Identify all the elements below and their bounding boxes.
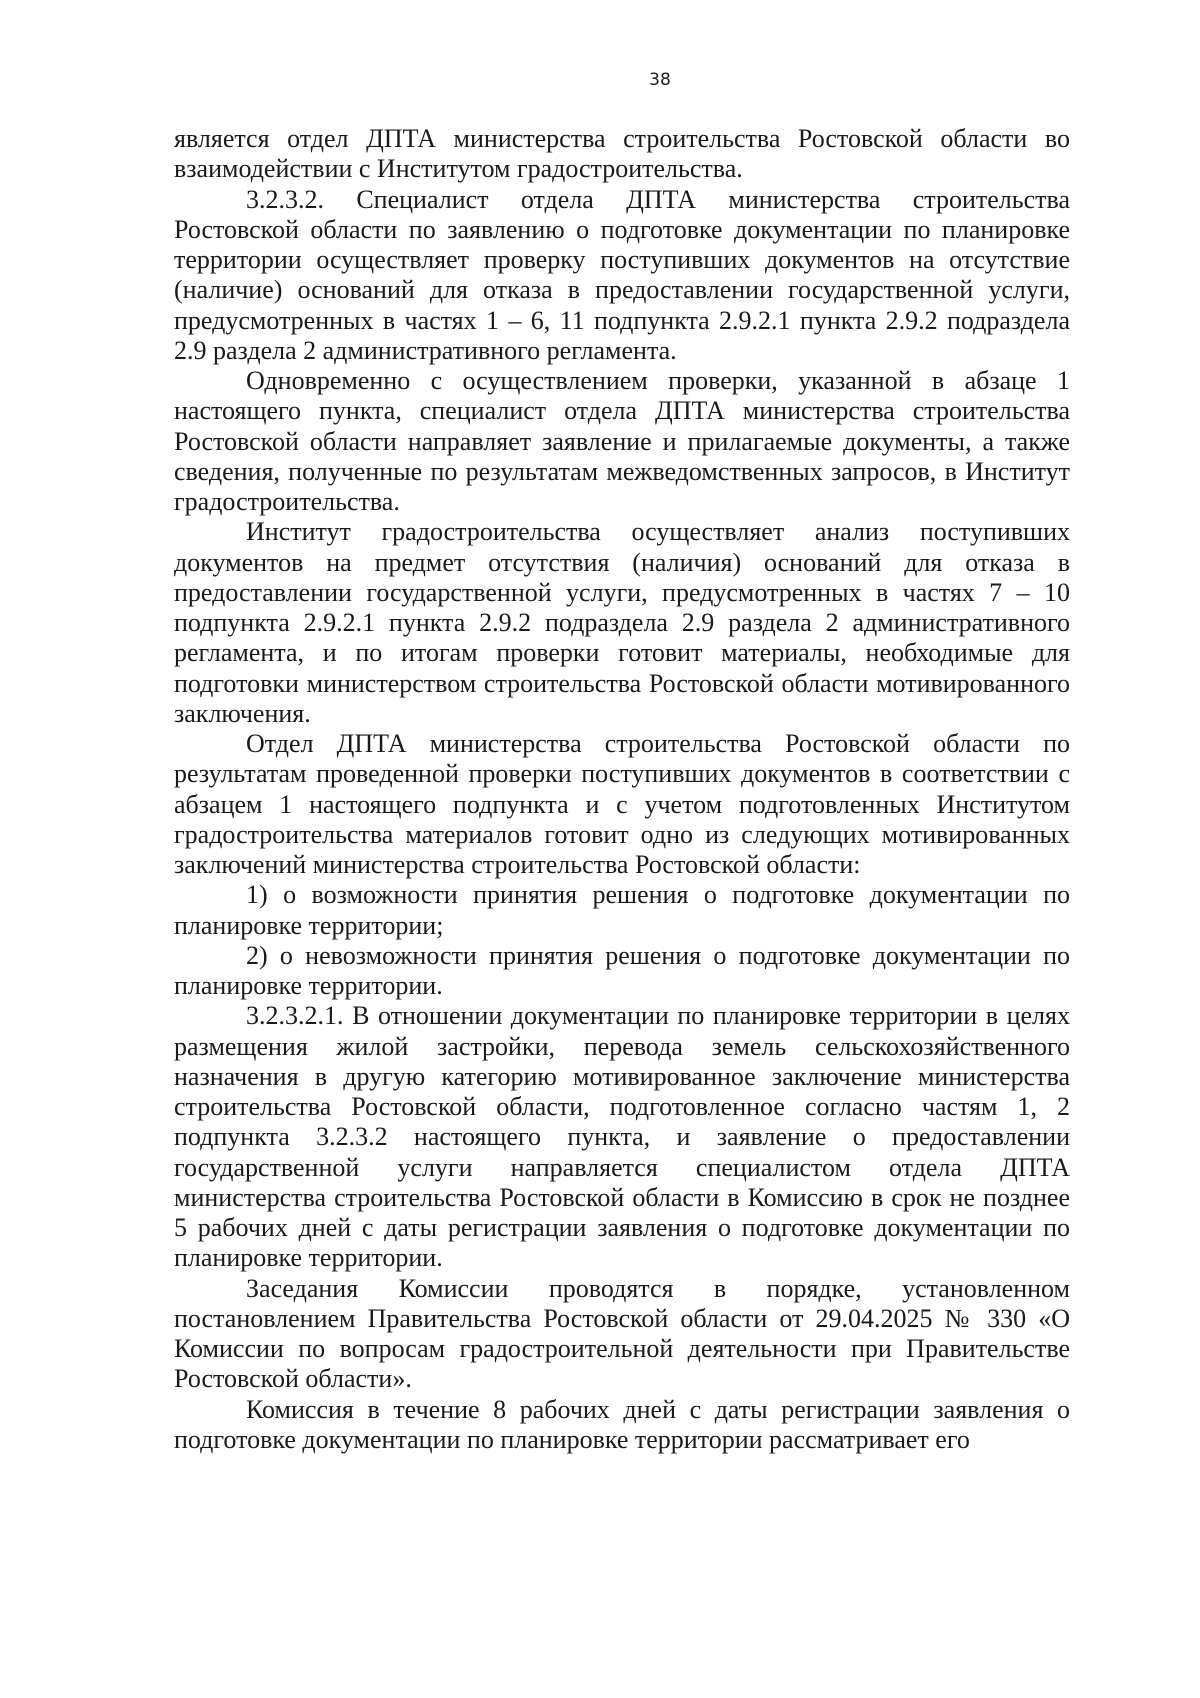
paragraph: Одновременно с осуществлением проверки, указанной в абзаце 1 настоящего пункта, специалист отдела ДПТА министерства строительства Ростовской области направляет заявление и прилагаемые документы, а также сведения, полученные по результатам межведомственных запросов, в Институт градостроительства. — [174, 366, 1070, 516]
paragraph: Отдел ДПТА министерства строительства Ростовской области по результатам проведенной проверки поступивших документов в соответствии с абзацем 1 настоящего подпункта и с учетом подготовленных Институтом градостроительства материалов готовит одно из следующих мотивированных заключений министерства строительства Ростовской области: — [174, 729, 1070, 879]
document-body — [174, 124, 1070, 1455]
paragraph: 3.2.3.2. Специалист отдела ДПТА министерства строительства Ростовской области по заявлению о подготовке документации по планировке территории осуществляет проверку поступивших документов на отсутствие (наличие) оснований для отказа в предоставлении государственной услуги, предусмотренных в частях 1 – 6, 11 подпункта 2.9.2.1 пункта 2.9.2 подраздела 2.9 раздела 2 административного регламента. — [174, 184, 1070, 365]
paragraph: Заседания Комиссии проводятся в порядке, установленном постановлением Правительства Ростовской области от 29.04.2025 № 330 «О Комиссии по вопросам градостроительной деятельности при Правительстве Ростовской области». — [174, 1273, 1070, 1394]
list-item: 2) о невозможности принятия решения о подготовке документации по планировке территории. — [174, 940, 1070, 1000]
paragraph: Комиссия в течение 8 рабочих дней с даты регистрации заявления о подготовке документации по планировке территории рассматривает его — [174, 1394, 1070, 1454]
list-item: 1) о возможности принятия решения о подготовке документации по планировке территории; — [174, 880, 1070, 940]
paragraph: является отдел ДПТА министерства строительства Ростовской области во взаимодействии с Институтом градостроительства. — [174, 124, 1070, 184]
paragraph: Институт градостроительства осуществляет анализ поступивших документов на предмет отсутствия (наличия) оснований для отказа в предоставлении государственной услуги, предусмотренных в частях 7 – 10 подпункта 2.9.2.1 пункта 2.9.2 подраздела 2.9 раздела 2 административного регламента, и по итогам проверки готовит материалы, необходимые для подготовки министерством строительства Ростовской области мотивированного заключения. — [174, 517, 1070, 728]
paragraph: 3.2.3.2.1. В отношении документации по планировке территории в целях размещения жилой застройки, перевода земель сельскохозяйственного назначения в другую категорию мотивированное заключение министерства строительства Ростовской области, подготовленное согласно частям 1, 2 подпункта 3.2.3.2 настоящего пункта, и заявление о предоставлении государственной услуги направляется специалистом отдела ДПТА министерства строительства Ростовской области в Комиссию в срок не позднее 5 рабочих дней с даты регистрации заявления о подготовке документации по планировке территории. — [174, 1001, 1070, 1273]
page-number: 38 — [649, 70, 671, 90]
